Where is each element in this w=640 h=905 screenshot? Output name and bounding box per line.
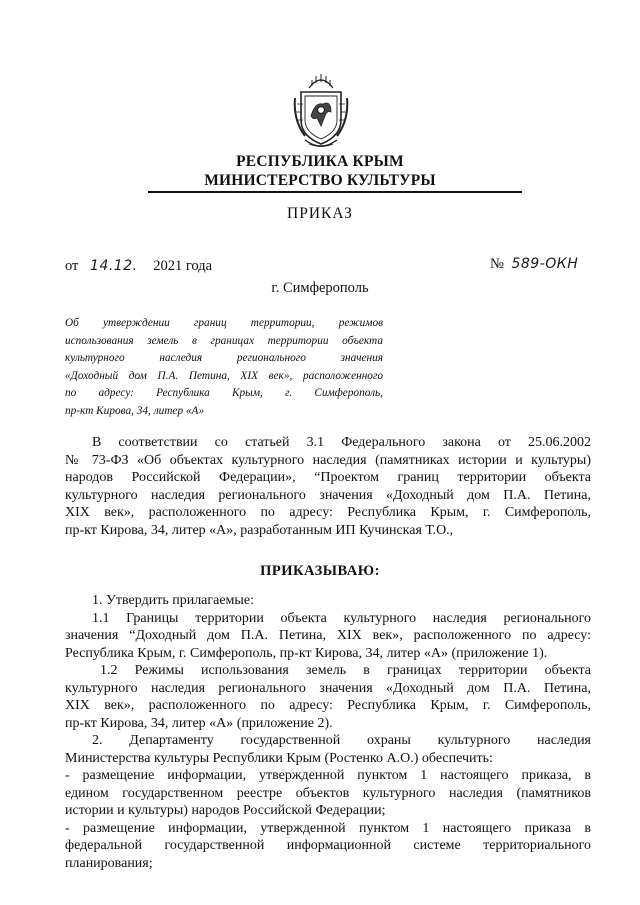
body-line: 1.2 Режимы использования земель в границах территории объекта <box>100 663 591 678</box>
document-title: ПРИКАЗ <box>287 205 353 222</box>
date-prefix: от <box>65 258 79 274</box>
body-line: значения “Доходный дом П.А. Петина, XIX век», расположенного по адресу: <box>65 628 591 643</box>
number-value: 589-ОКН <box>511 256 579 272</box>
body-line: Министерства культуры Республики Крым (Ростенко А.О.) обеспечить: <box>65 750 493 766</box>
body-line: Республика Крым, г. Симферополь, пр-кт Кирова, 34, литер «А» (приложение 1). <box>65 645 548 661</box>
republic-heading: РЕСПУБЛИКА КРЫМ <box>236 153 404 170</box>
preamble-line: народов Российской Федерации», “Проектом границ территории объекта <box>65 470 591 485</box>
body-line: пр-кт Кирова, 34, литер «А» (приложение 2). <box>65 715 333 731</box>
body-line: XIX век», расположенного по адресу: Республика Крым, г. Симферополь, <box>65 698 591 713</box>
preamble-line: В соответствии со статьей 3.1 Федерального закона от 25.06.2002 <box>92 435 591 450</box>
body-line: - размещение информации, утвержденной пунктом 1 настоящего приказа, в <box>65 768 591 783</box>
preamble-line: № 73-ФЗ «Об объектах культурного наследия (памятниках истории и культуры) <box>65 452 591 468</box>
subject-line: культурного наследия регионального значения <box>65 352 383 364</box>
date-year: 2021 года <box>153 258 213 274</box>
subject-line: использования земель в границах территории объекта <box>65 334 383 347</box>
preamble-line: XIX век», расположенного по адресу: Республика Крым, г. Симферополь, <box>65 505 591 520</box>
ministry-heading: МИНИСТЕРСТВО КУЛЬТУРЫ <box>204 172 436 189</box>
body-line: - размещение информации, утвержденной пунктом 1 настоящего приказа в <box>65 820 591 836</box>
preamble-line: пр-кт Кирова, 34, литер «А», разработанным ИП Кучинская Т.О., <box>65 522 454 538</box>
body-line: 2. Департаменту государственной охраны культурного наследия <box>92 733 591 748</box>
body-line: федеральной государственной информационной системе территориального <box>65 838 591 853</box>
order-number <box>490 256 578 273</box>
date-day-month: 14.12. <box>90 258 138 274</box>
body-line: 1.1 Границы территории объекта культурного наследия регионального <box>92 610 591 626</box>
header-divider <box>148 191 522 193</box>
subject-line: Об утверждении границ территории, режимов <box>65 317 383 329</box>
orders-heading: ПРИКАЗЫВАЮ: <box>260 563 380 579</box>
subject-line: по адресу: Республика Крым, г. Симферополь, <box>65 387 383 399</box>
body-line: истории и культуры) народов Российской Федерации; <box>65 803 386 818</box>
crimea-coat-of-arms-icon <box>291 70 351 152</box>
body-line: 1. Утвердить прилагаемые: <box>92 593 254 608</box>
body-line: культурного наследия регионального значения «Доходный дом П.А. Петина, <box>65 680 591 696</box>
subject-line: пр-кт Кирова, 34, литер «А» <box>65 404 205 417</box>
order-date <box>65 258 212 275</box>
number-prefix: № <box>490 256 504 272</box>
body-line: планирования; <box>65 855 153 871</box>
city: г. Симферополь <box>271 280 369 296</box>
subject-line: «Доходный дом П.А. Петина, XIX век», расположенного <box>65 369 383 382</box>
preamble-line: культурного наследия регионального значения «Доходный дом П.А. Петина, <box>65 487 591 503</box>
order-body <box>65 592 591 872</box>
preamble <box>65 434 591 539</box>
body-line: едином государственном реестре объектов культурного наследия (памятников <box>65 785 591 801</box>
order-subject <box>65 315 383 420</box>
